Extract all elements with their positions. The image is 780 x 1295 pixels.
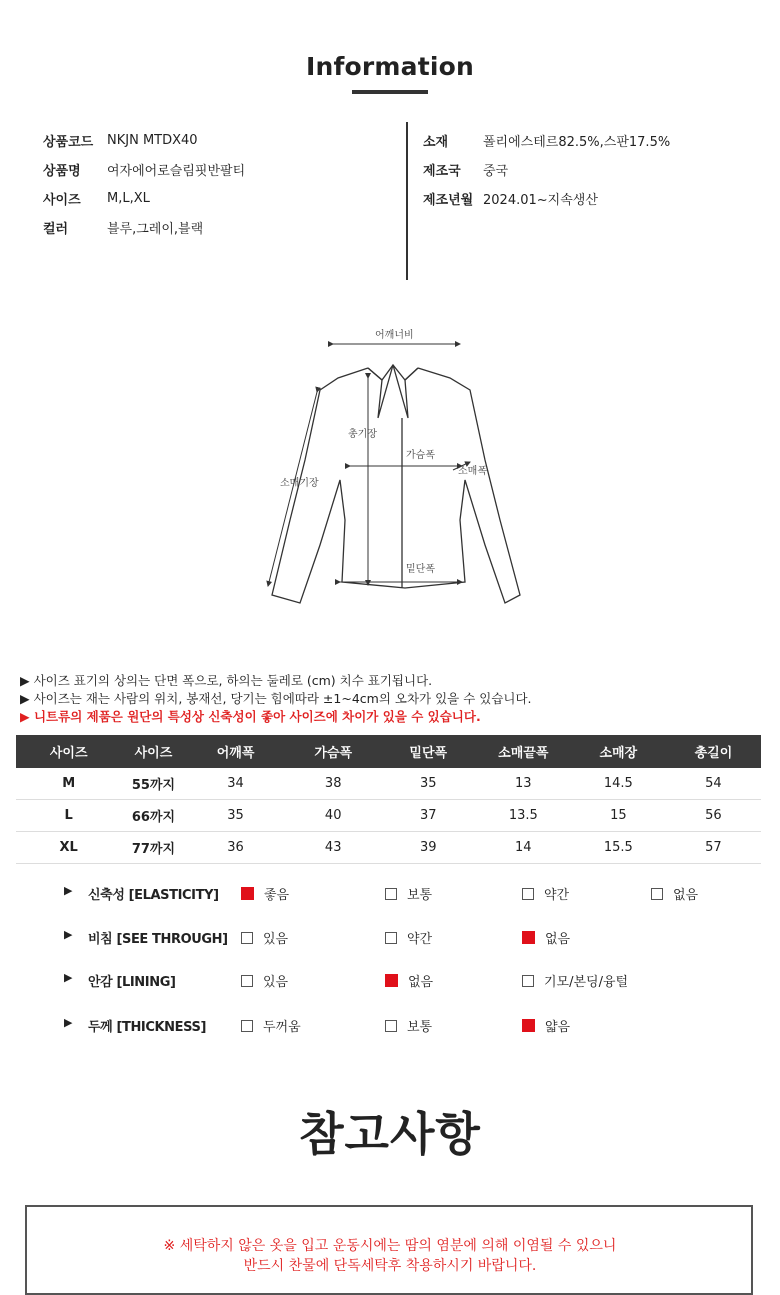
- table-cell: 14: [476, 832, 571, 864]
- table-cell: 66까지: [121, 800, 185, 832]
- table-cell: 57: [666, 832, 761, 864]
- table-cell: 15.5: [571, 832, 666, 864]
- option-label: 약간: [544, 888, 570, 903]
- arrow-icon: ▶: [64, 884, 73, 897]
- option-label: 약간: [407, 932, 433, 947]
- option: [522, 971, 628, 990]
- info-key: 제조국: [423, 164, 461, 179]
- checkbox: [241, 1020, 253, 1032]
- info-row-size: [43, 184, 245, 213]
- table-row: [16, 768, 761, 800]
- note-line: ▶ 사이즈 표기의 상의는 단면 폭으로, 하의는 둘레로 (cm) 치수 표기됩니다.: [20, 673, 433, 688]
- arrow-icon: ▶: [64, 971, 73, 984]
- reference-line: ※ 세탁하지 않은 옷을 입고 운동시에는 땀의 염분에 의해 이염될 수 있으니: [163, 1238, 617, 1254]
- table-cell: XL: [16, 832, 121, 864]
- note-line: ▶ 사이즈는 재는 사람의 위치, 봉재선, 당기는 힘에따라 ±1~4cm의 오차가 있을 수 있습니다.: [20, 691, 532, 706]
- table-cell: 14.5: [571, 768, 666, 800]
- table-cell: 34: [185, 768, 285, 800]
- checkbox: [385, 1020, 397, 1032]
- option: [385, 1016, 432, 1035]
- checkbox: [385, 932, 397, 944]
- info-left: [43, 126, 245, 242]
- table-cell: 13.5: [476, 800, 571, 832]
- table-cell: 38: [286, 768, 381, 800]
- option-label: 없음: [408, 975, 434, 990]
- table-row: [16, 800, 761, 832]
- option: [522, 884, 569, 903]
- table-cell: 13: [476, 768, 571, 800]
- option: [241, 1016, 301, 1035]
- option-label: 두꺼움: [263, 1020, 301, 1035]
- info-row-material: [423, 126, 670, 155]
- info-key: 상품명: [43, 164, 81, 179]
- info-key: 컬러: [43, 222, 69, 237]
- table-cell: 43: [286, 832, 381, 864]
- col-header: 총길이: [666, 735, 761, 768]
- table-cell: 40: [286, 800, 381, 832]
- info-value: 여자에어로슬림핏반팔티: [107, 164, 246, 179]
- size-table: [16, 735, 761, 864]
- info-key: 제조년월: [423, 193, 474, 208]
- info-key: 사이즈: [43, 193, 81, 208]
- table-cell: 37: [381, 800, 476, 832]
- option-label: 있음: [263, 932, 289, 947]
- arrow-icon: ▶: [64, 928, 73, 941]
- attr-label: 두께 [THICKNESS]: [88, 1020, 207, 1035]
- label-shoulder: 어깨너비: [375, 330, 414, 341]
- info-key: 상품코드: [43, 135, 94, 150]
- info-value: 2024.01~지속생산: [483, 193, 598, 208]
- checkbox-checked: [522, 1019, 535, 1032]
- info-value: M,L,XL: [107, 191, 150, 206]
- option-label: 보통: [407, 1020, 433, 1035]
- table-cell: 55까지: [121, 768, 185, 800]
- table-cell: 56: [666, 800, 761, 832]
- option: [651, 884, 698, 903]
- checkbox: [522, 888, 534, 900]
- label-total-length: 총기장: [348, 429, 377, 440]
- col-header: 사이즈: [16, 735, 121, 768]
- info-row-date: [423, 184, 670, 213]
- info-row-name: [43, 155, 245, 184]
- reference-line: 반드시 찬물에 단독세탁후 착용하시기 바랍니다.: [243, 1258, 537, 1274]
- option-label: 없음: [673, 888, 699, 903]
- table-cell: 36: [185, 832, 285, 864]
- table-cell: 77까지: [121, 832, 185, 864]
- info-value: 폴리에스테르82.5%,스판17.5%: [483, 135, 671, 150]
- option: [385, 928, 432, 947]
- option-label: 얇음: [545, 1020, 571, 1035]
- note-line-warning: ▶ 니트류의 제품은 원단의 특성상 신축성이 좋아 사이즈에 차이가 있을 수 있습니다.: [20, 709, 481, 724]
- attr-see-through: [0, 921, 780, 951]
- table-row: [16, 832, 761, 864]
- option-label: 좋음: [264, 888, 290, 903]
- checkbox-checked: [241, 887, 254, 900]
- info-value: 중국: [483, 164, 509, 179]
- checkbox: [241, 975, 253, 987]
- table-cell: 35: [381, 768, 476, 800]
- table-cell: M: [16, 768, 121, 800]
- checkbox-checked: [385, 974, 398, 987]
- info-key: 소재: [423, 135, 449, 150]
- title-underline: [352, 90, 428, 94]
- label-sleeve-length: 소매기장: [280, 478, 319, 489]
- checkbox: [651, 888, 663, 900]
- attr-lining: [0, 964, 780, 994]
- option: [385, 884, 432, 903]
- option: [241, 971, 288, 990]
- checkbox: [522, 975, 534, 987]
- info-value: NKJN MTDX40: [107, 133, 198, 148]
- option: [522, 928, 570, 947]
- size-notes: [20, 672, 532, 726]
- table-cell: 39: [381, 832, 476, 864]
- checkbox: [385, 888, 397, 900]
- option-label: 없음: [545, 932, 571, 947]
- info-right: [423, 126, 670, 213]
- option-label: 보통: [407, 888, 433, 903]
- option-label: 있음: [263, 975, 289, 990]
- table-header: [16, 735, 761, 768]
- col-header: 사이즈: [121, 735, 185, 768]
- info-row-code: [43, 126, 245, 155]
- measurement-diagram: [250, 320, 530, 620]
- option: [522, 1016, 570, 1035]
- label-sleeve-width: 소매폭: [458, 466, 487, 477]
- col-header: 소매끝폭: [476, 735, 571, 768]
- label-hem: 밑단폭: [406, 564, 435, 575]
- attr-label: 안감 [LINING]: [88, 975, 176, 990]
- attr-label: 비침 [SEE THROUGH]: [88, 932, 228, 947]
- table-cell: 54: [666, 768, 761, 800]
- reference-title: 참고사항: [299, 1107, 481, 1161]
- option: [385, 971, 433, 990]
- col-header: 밑단폭: [381, 735, 476, 768]
- checkbox: [241, 932, 253, 944]
- table-cell: 15: [571, 800, 666, 832]
- option: [241, 928, 288, 947]
- table-cell: L: [16, 800, 121, 832]
- arrow-icon: ▶: [64, 1016, 73, 1029]
- section-title: Information: [305, 52, 475, 81]
- info-value: 블루,그레이,블랙: [107, 222, 204, 237]
- info-row-country: [423, 155, 670, 184]
- table-cell: 35: [185, 800, 285, 832]
- label-chest: 가슴폭: [406, 450, 435, 461]
- info-row-color: [43, 213, 245, 242]
- col-header: 어깨폭: [185, 735, 285, 768]
- col-header: 가슴폭: [286, 735, 381, 768]
- option: [241, 884, 289, 903]
- col-header: 소매장: [571, 735, 666, 768]
- info-divider: [406, 122, 408, 280]
- reference-text: [0, 1236, 780, 1276]
- attr-label: 신축성 [ELASTICITY]: [88, 888, 219, 903]
- checkbox-checked: [522, 931, 535, 944]
- option-label: 기모/본딩/융털: [544, 975, 629, 990]
- attr-elasticity: [0, 877, 780, 907]
- attr-thickness: [0, 1009, 780, 1039]
